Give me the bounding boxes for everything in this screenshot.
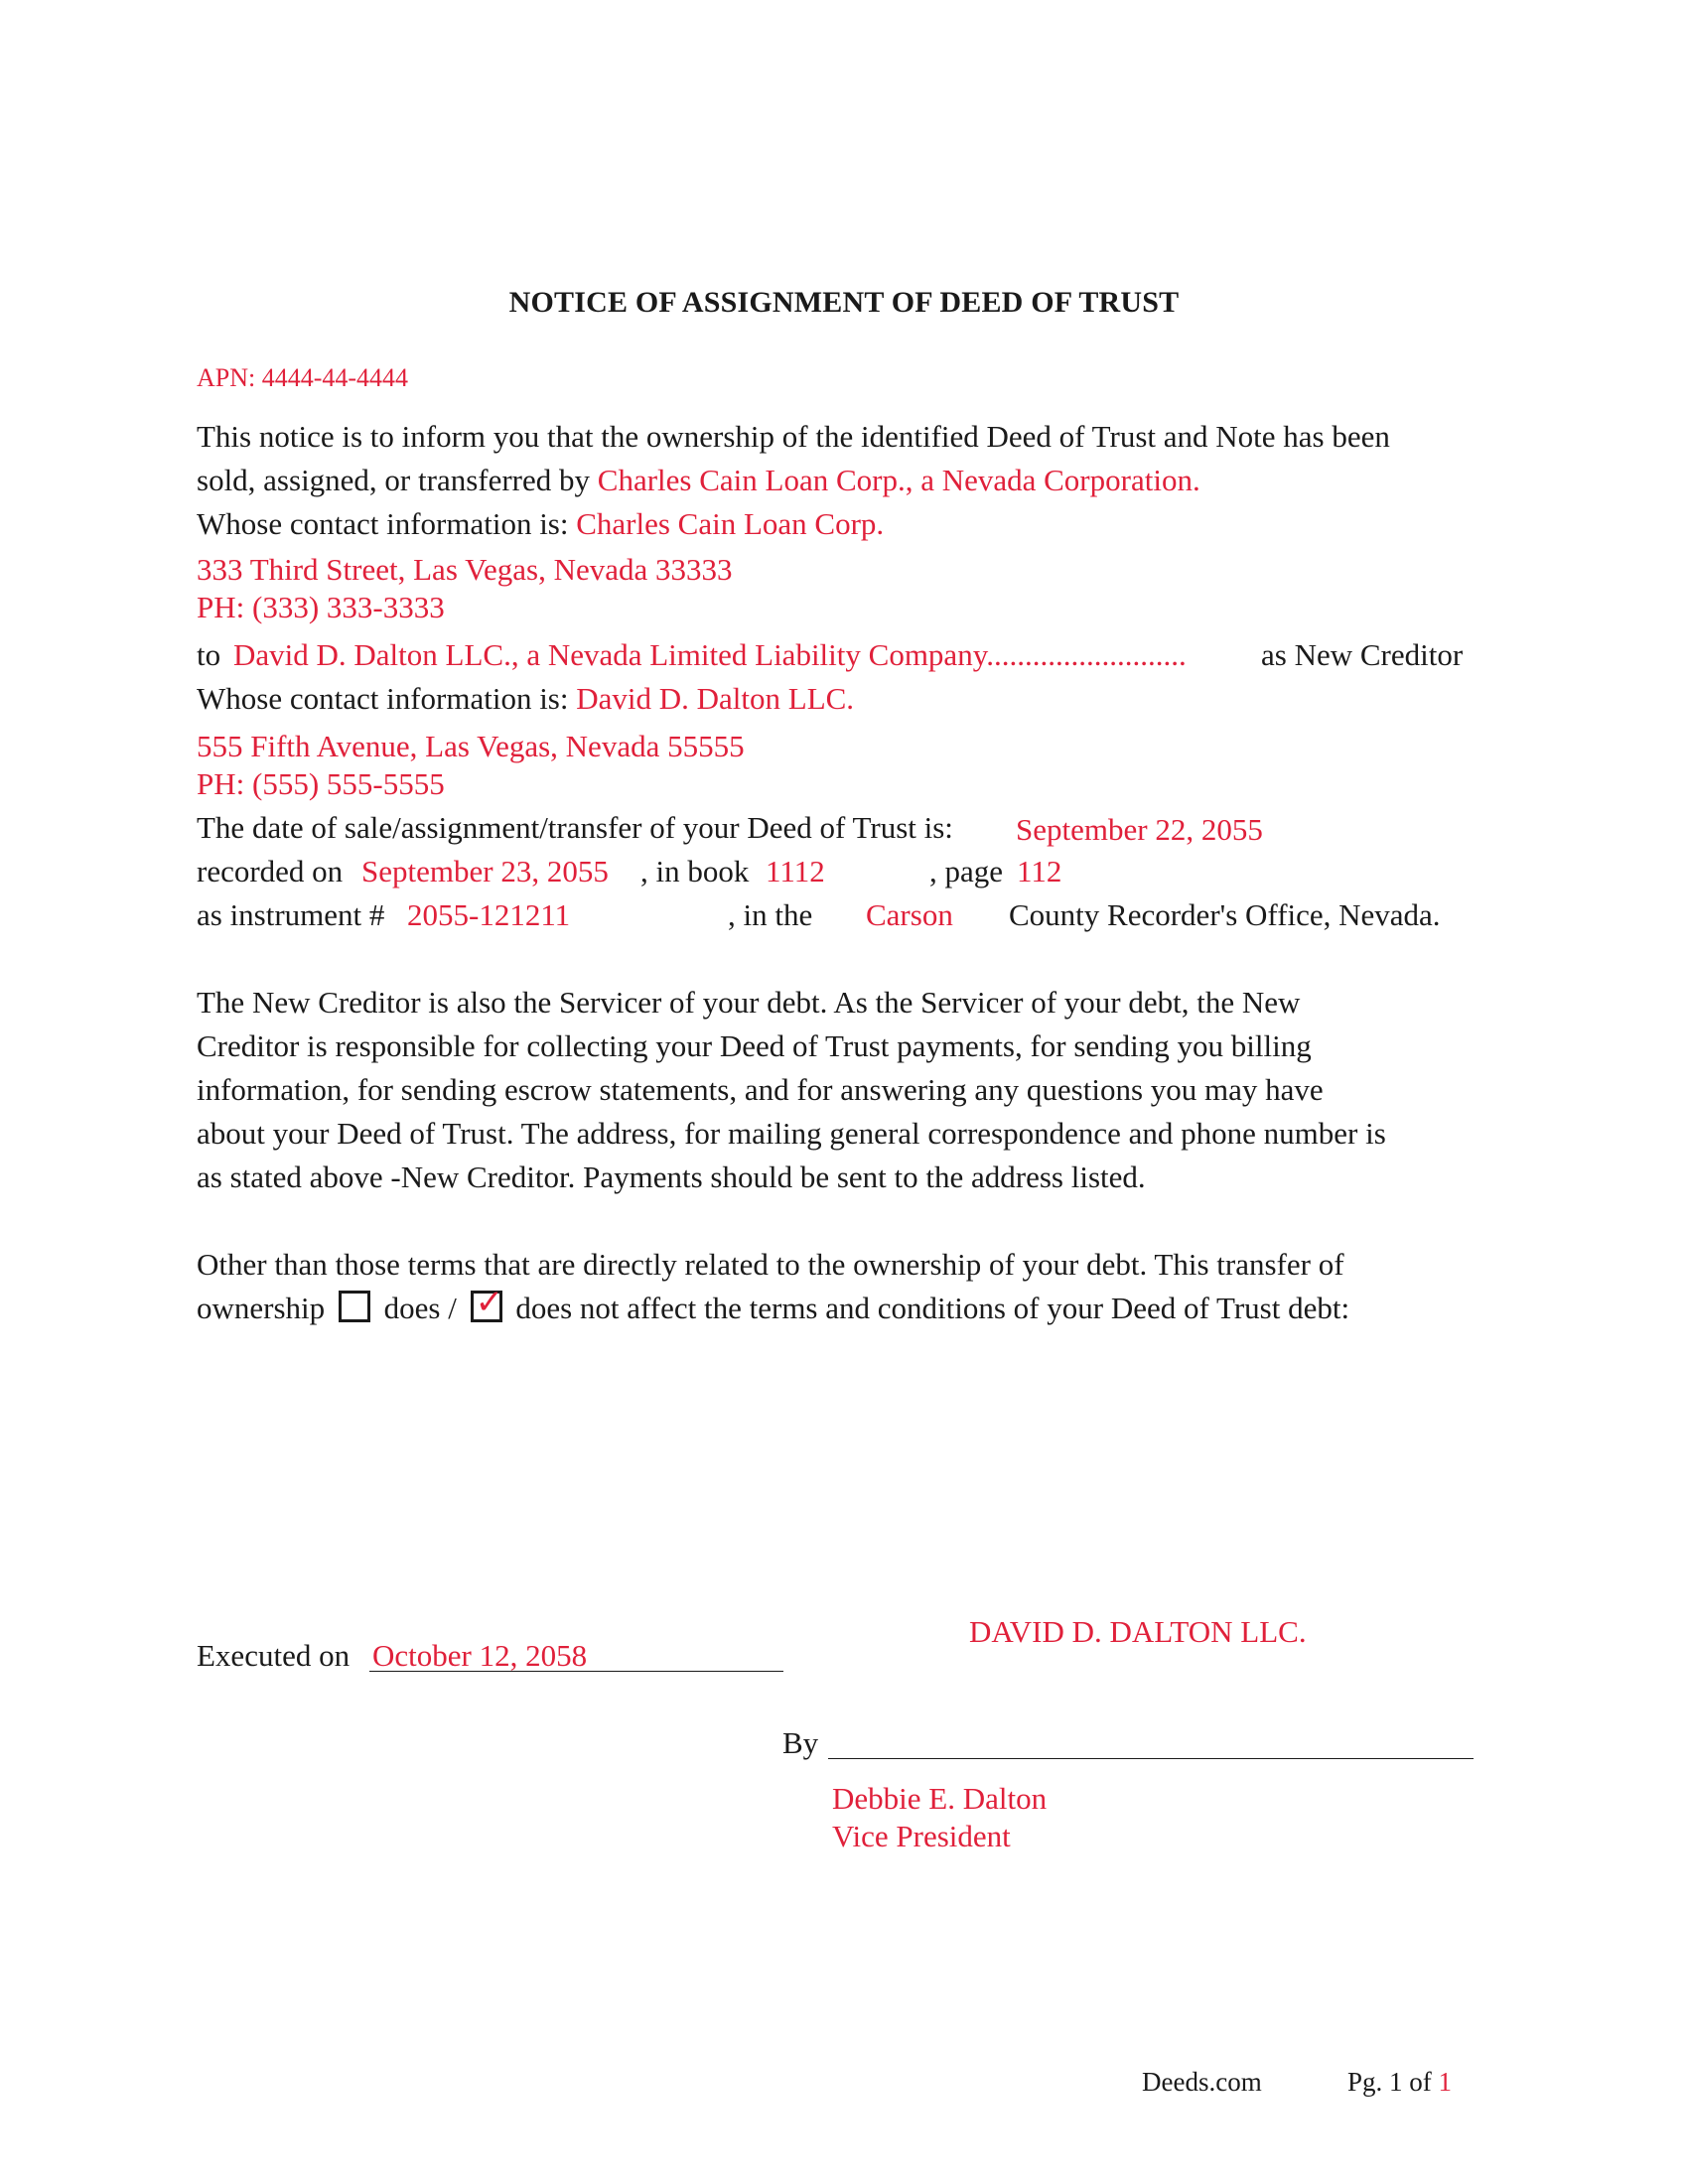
- new-creditor-contact-line: [197, 677, 854, 721]
- assignor-phone: PH: (333) 333-3333: [197, 590, 445, 624]
- book-label: , in book: [640, 854, 750, 888]
- company-name: DAVID D. DALTON LLC.: [969, 1614, 1307, 1649]
- does-not-checkbox[interactable]: [471, 1283, 504, 1322]
- instrument-label: as instrument #: [197, 897, 385, 932]
- page-total: 1: [1438, 2067, 1453, 2097]
- does-checkbox[interactable]: [339, 1291, 370, 1322]
- signer-title: Vice President: [832, 1819, 1011, 1853]
- contact-label: Whose contact information is:: [197, 681, 569, 716]
- county-name: Carson: [866, 897, 953, 932]
- recorded-label: recorded on: [197, 854, 344, 888]
- new-creditor-name: David D. Dalton LLC., a Nevada Limited Liability Company: [233, 637, 987, 672]
- recorded-date: September 23, 2055: [361, 854, 609, 888]
- signature-line[interactable]: [828, 1758, 1474, 1759]
- checkmark-icon: ✓: [475, 1283, 504, 1322]
- new-creditor-phone: PH: (555) 555-5555: [197, 766, 445, 801]
- by-label: By: [782, 1725, 819, 1760]
- book-number: 1112: [766, 854, 825, 888]
- notice-line-1: This notice is to inform you that the ownership of the identified Deed of Trust and Note has been: [197, 419, 1390, 454]
- signer-name: Debbie E. Dalton: [832, 1781, 1048, 1816]
- new-creditor-suffix: as New Creditor: [1261, 637, 1464, 672]
- transfer-date-label: The date of sale/assignment/transfer of your Deed of Trust is:: [197, 810, 953, 845]
- terms-line-1: Other than those terms that are directly related to the ownership of your debt. This transfer of: [197, 1247, 1344, 1282]
- servicer-line-3: information, for sending escrow statements, and for answering any questions you may have: [197, 1072, 1324, 1107]
- executed-label: Executed on: [197, 1638, 351, 1673]
- terms-line-2: [197, 1283, 1350, 1330]
- assignor-contact-name: Charles Cain Loan Corp.: [576, 506, 885, 541]
- instrument-number: 2055-121211: [407, 897, 571, 932]
- sold-by-label: sold, assigned, or transferred by: [197, 463, 591, 497]
- to-label: to: [197, 637, 221, 672]
- page-label: , page: [929, 854, 1004, 888]
- servicer-line-4: about your Deed of Trust. The address, for mailing general correspondence and phone number is: [197, 1116, 1386, 1151]
- does-not-label: does not affect the terms and conditions of your Deed of Trust debt:: [515, 1291, 1350, 1325]
- new-creditor-address: 555 Fifth Avenue, Las Vegas, Nevada 55555: [197, 729, 745, 763]
- assignor-name: Charles Cain Loan Corp., a Nevada Corporation.: [597, 463, 1200, 497]
- executed-date: October 12, 2058: [372, 1638, 588, 1673]
- servicer-line-1: The New Creditor is also the Servicer of your debt. As the Servicer of your debt, the New: [197, 985, 1301, 1020]
- contact-label: Whose contact information is:: [197, 506, 569, 541]
- new-creditor-contact-name: David D. Dalton LLC.: [576, 681, 855, 716]
- in-the-label: , in the: [728, 897, 813, 932]
- does-label: does /: [383, 1291, 457, 1325]
- assignor-contact-line: [197, 502, 884, 546]
- executed-date-line: [369, 1671, 783, 1672]
- document-title: NOTICE OF ASSIGNMENT OF DEED OF TRUST: [508, 286, 1180, 319]
- footer-site: Deeds.com: [1142, 2067, 1262, 2097]
- page-of-label: Pg. 1 of: [1347, 2067, 1432, 2097]
- assignor-address: 333 Third Street, Las Vegas, Nevada 33333: [197, 552, 733, 587]
- recorder-suffix: County Recorder's Office, Nevada.: [1009, 897, 1441, 932]
- page-number: 112: [1017, 854, 1062, 888]
- apn-number: APN: 4444-44-4444: [197, 363, 409, 392]
- new-creditor-dots: ..........................: [986, 637, 1187, 672]
- transfer-date: September 22, 2055: [1016, 812, 1263, 847]
- notice-line-2: [197, 459, 1200, 502]
- servicer-line-2: Creditor is responsible for collecting your Deed of Trust payments, for sending you billing: [197, 1028, 1312, 1063]
- new-creditor-line: [233, 633, 1187, 677]
- servicer-line-5: as stated above -New Creditor. Payments should be sent to the address listed.: [197, 1160, 1146, 1194]
- footer-page: [1347, 2067, 1452, 2098]
- ownership-label: ownership: [197, 1291, 326, 1325]
